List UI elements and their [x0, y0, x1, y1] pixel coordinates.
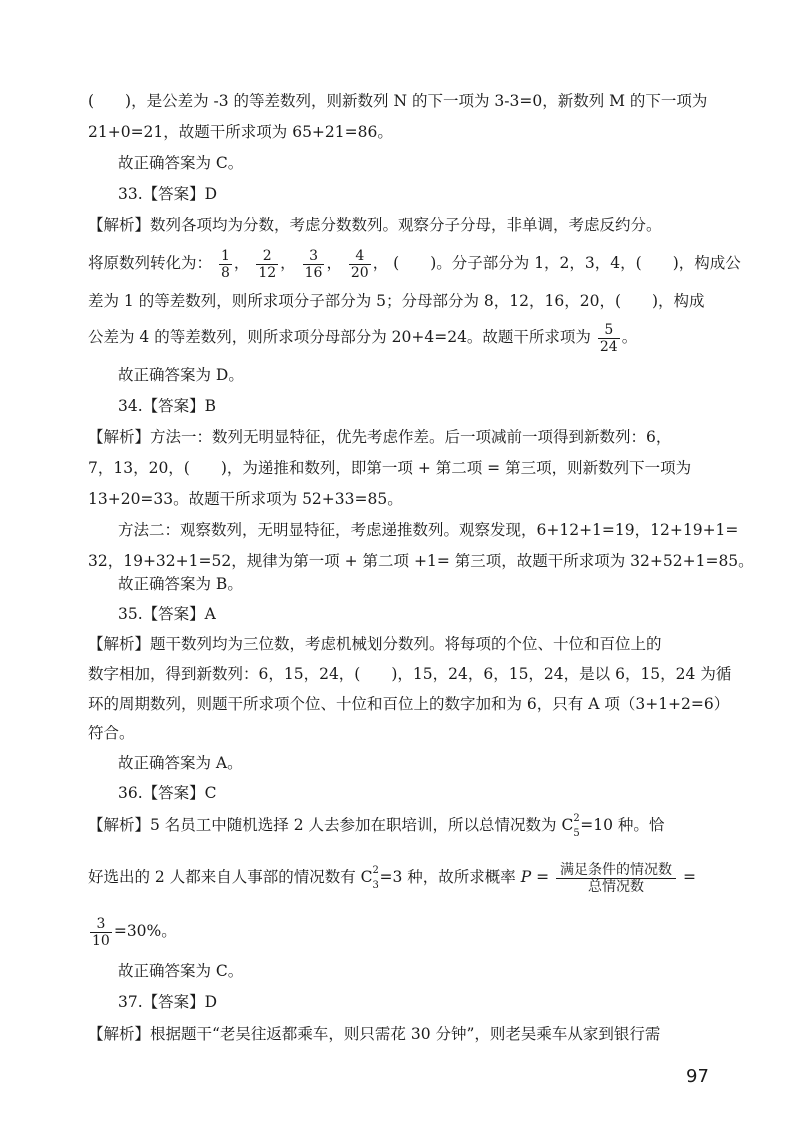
text-segment: 。 [621, 328, 638, 346]
combination-symbol: C [360, 868, 373, 886]
separator: ， [372, 254, 389, 272]
text-line: 32，19+32+1=52，规律为第一项 + 第二项 +1= 第三项，故题干所求项为 32+52+1=85。 [88, 552, 754, 570]
text-line: 故正确答案为 C。 [118, 962, 244, 980]
combination-sup: 2 [573, 813, 580, 824]
text-line: ( )，是公差为 -3 的等差数列，则新数列 N 的下一项为 3-3=0，新数列 M 的下一项为 [88, 92, 708, 110]
denominator: 20 [350, 264, 369, 281]
analysis-34: 【解析】方法一：数列无明显特征，优先考虑作差。后一项减前一项得到新数列：6， [88, 428, 672, 446]
fraction-5-24 [598, 322, 620, 355]
answer-heading-37: 37.【答案】D [118, 993, 218, 1011]
combination-sub: 5 [573, 828, 580, 839]
combination-sup: 2 [372, 865, 379, 876]
text-segment: 【解析】5 名员工中随机选择 2 人去参加在职培训，所以总情况数为 [88, 816, 557, 834]
text-segment: =3 种，故所求概率 [379, 868, 516, 886]
answer-heading-36: 36.【答案】C [118, 784, 217, 802]
combination-c-5-2 [561, 813, 580, 839]
text-line: 环的周期数列，则题干所求项个位、十位和百位上的数字加和为 6，只有 A 项（3+1+2=6） [88, 695, 730, 713]
denominator: 8 [220, 264, 230, 281]
analysis-33: 【解析】数列各项均为分数，考虑分数数列。观察分子分母，非单调，考虑反约分。 [88, 216, 662, 234]
probability-symbol: P [520, 868, 532, 886]
text-line: 7，13，20，( )，为递推和数列，即第一项 + 第二项 = 第三项，则新数列下一项为 [88, 459, 692, 477]
answer-heading-33: 33.【答案】D [118, 185, 218, 203]
combination-symbol: C [561, 816, 574, 834]
text-line: 方法二：观察数列，无明显特征，考虑递推数列。观察发现，6+12+1=19，12+19+1= [118, 521, 739, 539]
text-segment: 好选出的 2 人都来自人事部的情况数有 [88, 868, 356, 886]
numerator: 3 [90, 916, 112, 933]
numerator: 5 [598, 322, 620, 339]
separator: ， [326, 254, 342, 272]
text-segment: 将原数列转化为： [88, 254, 213, 272]
denominator: 总情况数 [588, 878, 644, 895]
text-line: 差为 1 的等差数列，则所求项分子部分为 5；分母部分为 8，12，16，20，( )，构成 [88, 292, 705, 310]
denominator: 16 [304, 264, 323, 281]
fraction-3-10 [90, 916, 112, 949]
separator: ， [280, 254, 296, 272]
fraction-1-8 [219, 248, 232, 281]
combination-c-3-2 [360, 857, 379, 897]
text-line-probability [88, 857, 696, 897]
text-segment: =30%。 [113, 922, 177, 940]
numerator: 1 [220, 247, 230, 264]
text-segment: =10 种。恰 [580, 816, 665, 834]
text-segment: ( )。分子部分为 1，2，3，4，( )，构成公 [393, 254, 741, 272]
text-line: 数字相加，得到新数列：6，15，24，( )，15，24，6，15，24，是以 6，15，24 为循 [88, 665, 732, 683]
text-line-result [88, 914, 177, 949]
fraction-4-20 [349, 248, 371, 281]
text-line: 故正确答案为 C。 [118, 154, 244, 172]
numerator: 3 [303, 248, 325, 265]
numerator: 满足条件的情况数 [556, 862, 676, 879]
equals-sign: = [682, 868, 696, 886]
denominator: 24 [599, 338, 618, 355]
page-number: 97 [686, 1066, 709, 1087]
probability-fraction [556, 862, 676, 895]
text-line-fraction [88, 320, 637, 355]
text-line: 故正确答案为 D。 [118, 366, 244, 384]
numerator: 2 [256, 248, 278, 265]
analysis-35: 【解析】题干数列均为三位数，考虑机械划分数列。将每项的个位、十位和百位上的 [88, 635, 662, 653]
text-segment: 公差为 4 的等差数列，则所求项分母部分为 20+4=24。故题干所求项为 [88, 328, 591, 346]
separator: ， [233, 254, 250, 272]
text-line-fractions [88, 246, 741, 281]
text-line: 故正确答案为 B。 [118, 575, 243, 593]
combination-sub: 3 [372, 880, 379, 891]
answer-heading-34: 34.【答案】B [118, 397, 217, 415]
numerator: 4 [349, 248, 371, 265]
denominator: 10 [92, 932, 110, 949]
text-line: 故正确答案为 A。 [118, 754, 243, 772]
answer-heading-35: 35.【答案】A [118, 605, 216, 623]
fraction-3-16 [303, 248, 325, 281]
text-line: 符合。 [88, 724, 135, 742]
text-line: 13+20=33。故题干所求项为 52+33=85。 [88, 490, 403, 508]
text-line: 21+0=21，故题干所求项为 65+21=86。 [88, 123, 393, 141]
denominator: 12 [258, 264, 277, 281]
equals-sign: = [536, 868, 550, 886]
analysis-36 [88, 813, 665, 839]
analysis-37: 【解析】根据题干“老吴往返都乘车，则只需花 30 分钟”，则老吴乘车从家到银行需 [88, 1025, 661, 1043]
fraction-2-12 [256, 248, 278, 281]
